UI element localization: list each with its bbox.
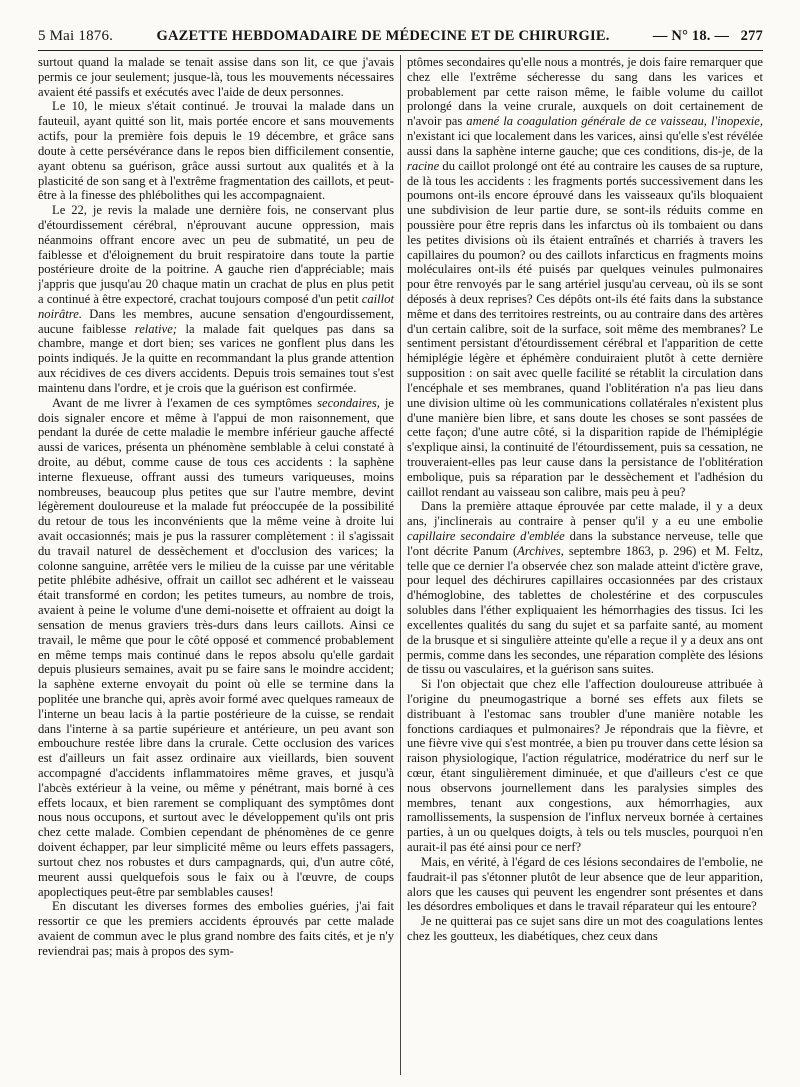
text-columns <box>38 55 763 1075</box>
left-column <box>38 55 394 1075</box>
italic-text: caillot noirâtre. <box>38 292 394 321</box>
column-divider <box>400 55 401 1075</box>
italic-text: secondaires, <box>317 395 380 410</box>
running-header <box>38 28 763 51</box>
italic-text: racine <box>407 158 440 173</box>
paragraph: Mais, en vérité, à l'égard de ces lésions secondaires de l'embolie, ne faudrait-il pas s'étonner plutôt de leur absence que de leur apparition, alors que les causes qui peuvent les engendrer sont présentes et dans les désordres emboliques et dans le travail réparateur qui les entoure? <box>407 854 763 914</box>
italic-text: capillaire secondaire d'emblée <box>407 529 565 543</box>
header-date: 5 Mai 1876. <box>38 28 114 44</box>
paragraph: ptômes secondaires qu'elle nous a montrés, je dois faire remarquer que chez elle l'extrême sécheresse du sang dans les varices et probablement par cette raison même, le faible volume du caillot prolongé dans la veine crurale, auxquels on doit certainement de n'avoir pas amené la coagulation générale de ce vaisseau, l'inopexie, n'existant ici que localement dans les varices, ainsi qu'elle s'est révélée aussi dans la saphène interne gauche; que ces conditions, dis-je, de la racine du caillot prolongé ont été au contraire les causes de sa rupture, de là tous les accidents : les fragments portés successivement dans les poumons ont-ils encore éprouvé dans les vaisseaux qu'ils bloquaient une subdivision de leur partie dure, se sont-ils réduits comme en poussière pour être repris dans les infarctus où ils tombaient ou dans les petites divisions où ils étaient entraînés et charriés à travers les capillaires du poumon? ou des caillots infarcticus en fragments moins moléculaires ont-ils été puisés par quelques veinules pulmonaires pour être renvoyés par le sang artériel jusqu'au cerveau, où ils se sont déposés à deux reprises? Ces dépôts ont-ils été faits dans la substance même et dans des territoires restreints, ou au contraire dans des artères d'un certain calibre, soit de la surface, soit même des membranes? Le sentiment persistant d'étourdissement cérébral et l'apparition de cette hémiplégie légère et éphémère conduiraient plutôt à cette dernière supposition : on sait avec quelle facilité se rétablit la circulation dans l'encéphale et ses membranes, quand l'oblitération n'a pas lieu dans une division ultime où les communications collatérales n'existent plus d'une manière bien libre, et sans doute les choses se sont passées de cette façon; d'une autre côté, si la disparition rapide de l'hémiplégie s'explique ainsi, la continuité de l'étourdissement, puis sa cessation, ne trouveraient-elles pas leur cause dans la persistance de l'oblitération embolique, puis sa réparation par le dessèchement et l'adhésion du caillot rendant au vaisseau son calibre, mais peu à peu? <box>407 55 763 499</box>
paragraph: Avant de me livrer à l'examen de ces symptômes secondaires, je dois signaler encore et même à l'appui de mon raisonnement, que pendant la durée de cette maladie le membre inférieur gauche affecté aussi de varices, présenta un phénomène semblable à celui constaté à droite, au début, comme cause de tous ces accidents : la saphène interne flexueuse, offrant aussi des tumeurs variqueuses, moins nombreuses, beaucoup plus petites que sur l'autre membre, devint légèrement douloureuse et la malade fut préoccupée de la possibilité du retour de tous les inconvénients que la même veine à droite lui avait occasionnés; mais je pus la rassurer complètement : il s'agissait du travail naturel de dessèchement et d'occlusion des varices; la colonne sanguine, arrêtée vers le milieu de la cuisse par une véritable petite phlébite adhésive, offrait un caillot sec adhérent et le vaisseau était transformé en cordon; les petites tumeurs, au nombre de trois, avaient à peine le volume d'une demi-noisette et offraient au doigt la sensation de menus graviers très-durs dans leurs caillots. Ainsi ce travail, le même que pour le côté opposé et commencé probablement en même temps mais continué dans le repos absolu qu'elle gardait depuis plusieurs semaines, avait pu se faire sans le moindre accident; la saphène externe envoyait du point où elle se termine dans la poplitée une branche qui, après avoir formé avec quelques rameaux de l'interne un beau lacis à la partie postérieure de la cuisse, se rendait dans l'interne à sa partie supérieure et antérieure, un peu avant son embouchure restée libre dans la crurale. Cette occlusion des varices est d'ailleurs un fait assez ordinaire aux vieillards, bien souvent accompagné d'accidents inflammatoires même graves, et jusqu'à l'abcès extérieur à la veine, ou même y pénétrant, mais borné à ces effets locaux, et bien rarement se compliquant des symptômes dont nous nous occupons, et surtout avec le développement qu'ils ont pris chez cette malade. Combien cependant de phénomènes de ce genre doivent échapper, par leur simplicité même ou leurs effets passagers, surtout chez nos robustes et durs campagnards, qui, d'un autre côté, meurent aussi quelquefois sous le faix ou à l'œuvre, de coups apoplectiques peut-être par semblables causes! <box>38 395 394 899</box>
right-column <box>407 55 763 1075</box>
header-issue-number: — N° 18. — <box>652 28 730 44</box>
paragraph: Si l'on objectait que chez elle l'affection douloureuse attribuée à l'origine du pneumogastrique a borné ses effets aux filets se distribuant à l'estomac sans troubler d'une manière notable les fonctions cardiaques et pulmonaires? Je répondrais que la fièvre, et une fièvre vive qui s'est montrée, a bien pu trouver dans cette lésion sa raison physiologique, l'action régulatrice, modératrice du nerf sur le cœur, étant singulièrement diminuée, et que d'ailleurs c'est ce que nous observons journellement dans les paralysies simples des membres, tenant aux congestions, aux hémorrhagies, aux ramollissements, la suspension de l'influx nerveux bornée à certaines parties, à un ou quelques doigts, à tels ou tels muscles, pourquoi n'en aurait-il pas été ainsi pour ce nerf? <box>407 677 763 855</box>
header-issue-page <box>653 28 763 45</box>
paragraph: surtout quand la malade se tenait assise dans son lit, ce que j'avais permis ce jour seulement; jusque-là, tous les mouvements nécessaires avaient été passifs et exécutés avec l'aide de deux personnes. <box>38 55 394 99</box>
journal-page <box>38 28 763 1075</box>
italic-text: Archives, <box>517 543 564 558</box>
paragraph: Le 22, je revis la malade une dernière fois, ne conservant plus d'étourdissement cérébral, n'éprouvant aucune oppression, mais néanmoins offrant encore avec un peu de submatité, un peu de faiblesse et d'éloignement du bruit respiratoire dans toute la partie postérieure droite de la poitrine. A gauche rien d'appréciable; mais j'appris que jusqu'au 20 chaque matin un crachat de plus en plus petit a continué à être expectoré, crachat toujours composé d'un petit caillot noirâtre. Dans les membres, aucune sensation d'engourdissement, aucune faiblesse relative; la malade fait quelques pas dans sa chambre, mange et dort bien; ses varices ne gonflent plus dans les points indiqués. Je la quitte en recommandant la plus grande attention aux récidives de ces divers accidents. Depuis trois semaines tout s'est maintenu dans l'ordre, et je crois que la guérison est confirmée. <box>38 203 394 395</box>
italic-text: amené la coagulation générale de ce vaisseau, l'inopexie, <box>466 114 763 129</box>
paragraph: Je ne quitterai pas ce sujet sans dire un mot des coagulations lentes chez les goutteux, les diabétiques, chez ceux dans <box>407 914 763 943</box>
paragraph: Dans la première attaque éprouvée par cette malade, il y a deux ans, j'inclinerais au contraire à penser qu'il y a eu une embolie capillaire secondaire d'emblée dans la substance nerveuse, telle que l'ont décrite Panum (Archives, septembre 1863, p. 296) et M. Feltz, telle que ce dernier l'a observée chez son malade atteint d'ictère grave, pour lequel des déchirures capillaires occasionnées par des cristaux d'hémoglobine, des tablettes de cholestérine et des corpuscules solubles dans l'éther expliquaient les hémorrhagies des tissus. Ici les excellentes qualités du sang du sujet et sa parfaite santé, au moment de la brusque et si singulière atteinte qu'elle a reçue il y a deux ans ont permis, comme dans les secondes, une réparation complète des lésions de tissu ou vasculaires, et la guérison sans suites. <box>407 499 763 677</box>
paragraph: Le 10, le mieux s'était continué. Je trouvai la malade dans un fauteuil, ayant quitté son lit, mais portée encore et sans mouvements actifs, pour la première fois depuis le 19 décembre, et grâce sans doute à cette persévérance dans le repos bien difficilement consentie, ayant obtenu sa guérison, grâce aussi surtout aux qualités et à la plasticité de son sang et à l'extrême fragmentation des caillots, et peut-être à la finesse des phlébolithes qui les accompagnaient. <box>38 99 394 203</box>
paragraph: En discutant les diverses formes des embolies guéries, j'ai fait ressortir ce que les premiers accidents éprouvés par cette malade avaient de commun avec le plus grand nombre des faits cités, et je n'y reviendrai pas; mais à propos des sym- <box>38 899 394 958</box>
header-page-number: 277 <box>740 28 763 44</box>
header-journal-title: GAZETTE HEBDOMADAIRE DE MÉDECINE ET DE CHIRURGIE. <box>156 28 610 44</box>
italic-text: relative; <box>134 321 177 336</box>
